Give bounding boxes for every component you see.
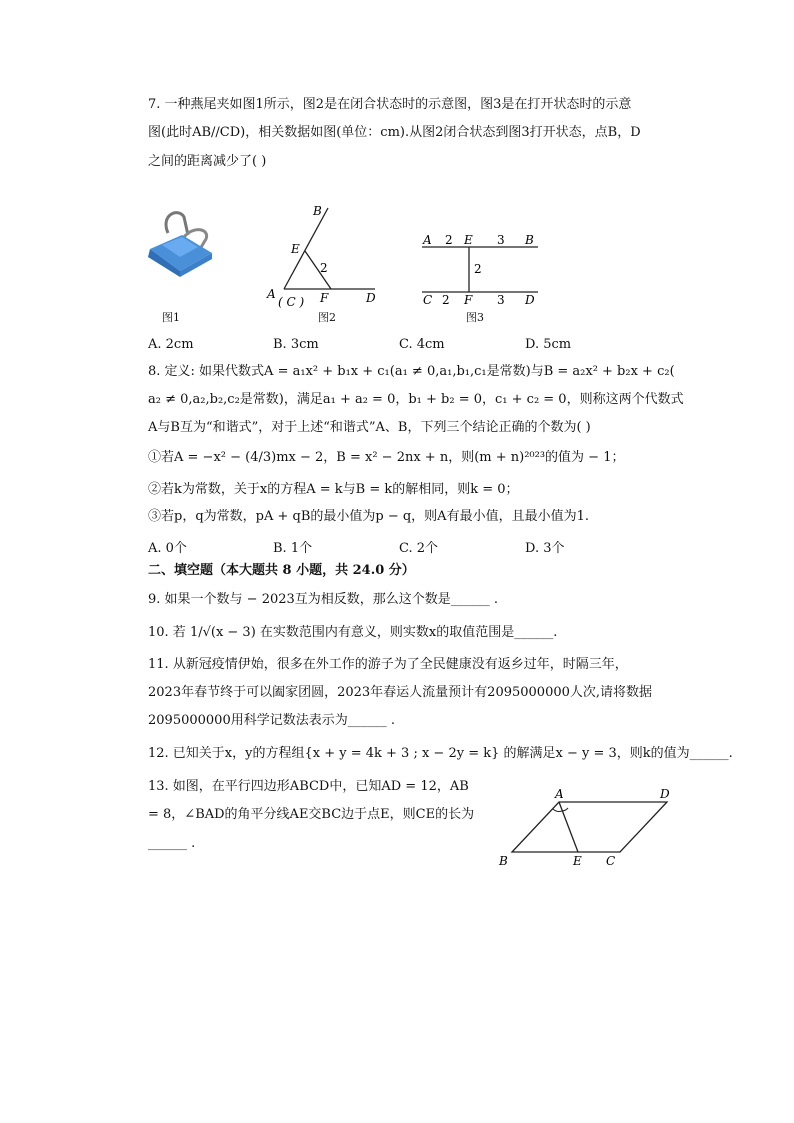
fig13-label-E: E: [573, 854, 582, 868]
fig3-label-A: A: [423, 233, 432, 247]
fig3-length-EB: 3: [497, 233, 505, 247]
q13-line-1: 13. 如图，在平行四边形ABCD中，已知AD = 12，AB: [148, 779, 469, 794]
q11-line-3: 2095000000用科学记数法表示为______ .: [148, 713, 395, 728]
q7-line-3: 之间的距离减少了( ): [148, 154, 267, 169]
fig3-length-FD: 3: [497, 293, 505, 307]
fig3-label-D: D: [525, 293, 535, 307]
fig2-label-A: A: [267, 287, 276, 301]
caption-fig3: 图3: [466, 311, 484, 324]
q12-text: 12. 已知关于x，y的方程组{x + y = 4k + 3 ; x − 2y = k} 的解满足x − y = 3，则k的值为______.: [148, 746, 733, 761]
q7-line-2: 图(此时AB//CD)，相关数据如图(单位：cm).从图2闭合状态到图3打开状态，点B，D: [148, 125, 641, 140]
q13-line-3: ______ .: [148, 836, 196, 851]
figure-3-diagram: [418, 228, 543, 308]
q11-line-2: 2023年春节终于可以阖家团圆，2023年春运人流量预计有2095000000人次,请将数据: [148, 685, 653, 700]
fig3-label-F: F: [464, 293, 473, 307]
fig3-label-E: E: [464, 233, 473, 247]
q8-option-b[interactable]: B. 1个: [273, 541, 313, 556]
caption-fig2: 图2: [318, 311, 336, 324]
fig3-label-B: B: [525, 233, 534, 247]
fig2-label-E: E: [291, 242, 300, 256]
fig3-label-C: C: [423, 293, 433, 307]
q7-option-b[interactable]: B. 3cm: [273, 337, 319, 352]
fig3-length-EF: 2: [474, 262, 482, 276]
q13-line-2: = 8，∠BAD的角平分线AE交BC边于点E，则CE的长为: [148, 807, 475, 822]
fig13-label-D: D: [660, 787, 670, 801]
parallelogram-figure: [493, 785, 683, 873]
section-2-heading: 二、填空题（本大题共 8 小题，共 24.0 分）: [148, 563, 415, 578]
fig3-length-CF: 2: [442, 293, 450, 307]
q9-text: 9. 如果一个数与 − 2023互为相反数，那么这个数是______ .: [148, 592, 499, 607]
q10-text: 10. 若 1/√(x − 3) 在实数范围内有意义，则实数x的取值范围是______.: [148, 625, 558, 640]
q8-statement-2: ②若k为常数，关于x的方程A = k与B = k的解相同，则k = 0；: [148, 482, 519, 497]
q8-statement-1: ①若A = −x² − (4/3)mx − 2，B = x² − 2nx + n，则(m + n)²⁰²³的值为 − 1；: [148, 450, 625, 465]
figure-2-diagram: [262, 200, 387, 312]
fig2-label-B: B: [313, 204, 322, 218]
q8-option-c[interactable]: C. 2个: [399, 541, 439, 556]
caption-fig1: 图1: [162, 311, 180, 324]
q8-option-d[interactable]: D. 3个: [525, 541, 565, 556]
fig3-length-AE: 2: [445, 233, 453, 247]
fig2-label-D: D: [366, 291, 376, 305]
fig13-label-B: B: [499, 854, 508, 868]
fig2-length-EF: 2: [320, 261, 328, 275]
q7-option-d[interactable]: D. 5cm: [525, 337, 572, 352]
fig13-label-A: A: [555, 787, 564, 801]
q8-line-2: a₂ ≠ 0,a₂,b₂,c₂是常数)，满足a₁ + a₂ = 0，b₁ + b₂ = 0，c₁ + c₂ = 0，则称这两个代数式: [148, 392, 684, 407]
q7-option-c[interactable]: C. 4cm: [399, 337, 445, 352]
q8-option-a[interactable]: A. 0个: [148, 541, 187, 556]
q7-option-a[interactable]: A. 2cm: [148, 337, 194, 352]
fig2-label-C: ( C ): [278, 295, 305, 309]
fig13-label-C: C: [606, 854, 616, 868]
q8-statement-3: ③若p，q为常数，pA + qB的最小值为p − q，则A有最小值，且最小值为1.: [148, 509, 589, 524]
fig2-label-F: F: [320, 291, 329, 305]
binder-clip-image: [140, 205, 220, 280]
q11-line-1: 11. 从新冠疫情伊始，很多在外工作的游子为了全民健康没有返乡过年，时隔三年，: [148, 657, 628, 672]
q7-line-1: 7. 一种燕尾夹如图1所示，图2是在闭合状态时的示意图，图3是在打开状态时的示意: [148, 97, 632, 112]
q8-line-3: A与B互为“和谐式”，对于上述“和谐式”A、B，下列三个结论正确的个数为( ): [148, 420, 591, 435]
q8-line-1: 8. 定义: 如果代数式A = a₁x² + b₁x + c₁(a₁ ≠ 0,a₁,b₁,c₁是常数)与B = a₂x² + b₂x + c₂(: [148, 364, 675, 379]
